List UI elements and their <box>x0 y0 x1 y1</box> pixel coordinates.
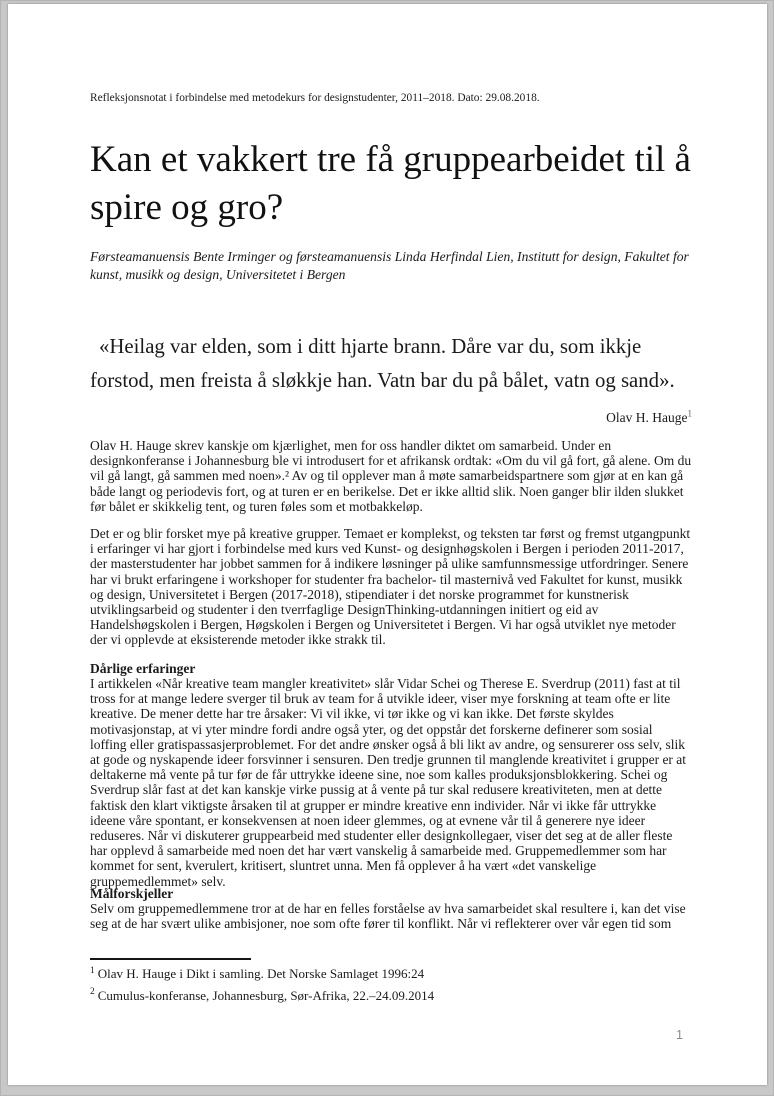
quote-attribution-name: Olav H. Hauge <box>606 410 688 425</box>
section-heading-malforskjeller: Målforskjeller <box>90 886 174 901</box>
section-paragraph-malforskjeller: Selv om gruppemedlemmene tror at de har en felles forståelse av hva samarbeidet skal resultere i, kan det vise seg at de har svært ulike ambisjoner, noe som ofte fører til konflikt. Når vi reflekterer over vår egen tid som <box>90 901 686 932</box>
footnote-1-text: Olav H. Hauge i Dikt i samling. Det Norske Samlaget 1996:24 <box>97 966 425 981</box>
page-number: 1 <box>676 1028 683 1042</box>
footnote-1 <box>90 963 692 985</box>
quote-attribution <box>90 409 692 426</box>
footnote-reference-1: 1 <box>687 408 692 419</box>
footnote-1-marker: 1 <box>90 965 95 976</box>
section-heading-darlige-erfaringer: Dårlige erfaringer <box>90 661 196 676</box>
author-byline: Førsteamanuensis Bente Irminger og førsteamanuensis Linda Herfindal Lien, Institutt for design, Fakultet for kunst, musikk og design, Universitetet i Bergen <box>90 249 689 282</box>
footnote-2 <box>90 985 692 1007</box>
epigraph-quote: «Heilag var elden, som i ditt hjarte brann. Dåre var du, som ikkje forstod, men freista å sløkkje han. Vatn bar du på bålet, vatn og sand». <box>90 335 675 392</box>
document-page <box>8 4 767 1085</box>
footnotes-area <box>90 958 692 1006</box>
body-paragraph-2: Det er og blir forsket mye på kreative grupper. Temaet er komplekst, og teksten tar først og fremst utgangpunkt i erfaringer vi har gjort i forbindelse med kurs ved Kunst- og designhøgskolen i Bergen i perioden 2011-2017, der masterstudenter har jobbet sammen for å indikere løsninger på ulike samfunnsmessige utfordringer. Senere har vi brukt erfaringene i workshoper for studenter fra bachelor- til masternivå ved Fakultet for kunst, musikk og design, Universitetet i Bergen (2017-2018), stipendiater i det norske programmet for kunstnerisk utviklingsarbeid og studenter i den tverrfaglige DesignThinking-utdanningen initiert og eid av Handelshøgskolen i Bergen, Høgskolen i Bergen og Universitetet i Bergen. Vi har også utviklet nye metoder der vi opplevde at eksisterende metoder ikke strakk til. <box>90 526 691 648</box>
footnote-2-text: Cumulus-konferanse, Johannesburg, Sør-Afrika, 22.–24.09.2014 <box>97 987 435 1003</box>
footnote-separator-rule <box>90 958 251 960</box>
running-header: Refleksjonsnotat i forbindelse med metodekurs for designstudenter, 2011–2018. Dato: 29.08.2018. <box>90 92 540 104</box>
document-title: Kan et vakkert tre få gruppearbeidet til å spire og gro? <box>90 139 691 228</box>
footnote-2-marker: 2 <box>90 987 95 998</box>
section-paragraph-darlige-erfaringer: I artikkelen «Når kreative team mangler kreativitet» slår Vidar Schei og Therese E. Sverdrup (2011) fast at til tross for at mange ledere sverger til bruk av team for å utvikle ideer, viser mye forskning at team ofte er lite kreative. De mener dette har tre årsaker: Vi vil ikke, vi tør ikke og vi kan ikke. Det første skyldes motivasjonstap, at vi yter mindre fordi andre også yter, og det oppstår det forskerne definerer som sosial loffing eller gratispassasjerproblemet. For det andre ønsker også å bli likt av andre, og sensurerer oss selv, slik at gode og nyskapende ideer forsvinner i sensuren. Den tredje grunnen til manglende kreativitet i grupper er at deltakerne må vente på tur før de får uttrykke ideene sine, noe som kalles produksjonsblokkering. Schei og Sverdrup slår fast at det kan kanskje virke pussig at å vente på tur skal redusere kreativiteten, men at dette faktisk den klart viktigste årsaken til at grupper er mindre kreative enn individer. Når vi ikke får uttrykke ideene våre spontant, er konsekvensen at noen ideer glemmes, og at evnene vår til å generere nye ideer reduseres. Når vi diskuterer gruppearbeid med studenter eller designkollegaer, viser det seg at de aller fleste har opplevd å samarbeide med noen det har vært vanskelig å samarbeide med. Gruppemedlemmer som har kommet for sent, kverulert, kritisert, sluntret unna. Men få opplever å ha vært «det vanskelige gruppemedlemmet» selv. <box>90 676 687 889</box>
body-paragraph-1: Olav H. Hauge skrev kanskje om kjærlighet, men for oss handler diktet om samarbeid. Under en designkonferanse i Johannesburg ble vi introdusert for et afrikansk ordtak: «Om du vil gå fort, gå alene. Om du vil gå langt, gå sammen med noen».² Av og til opplever man å møte samarbeidspartnere som gjør at en kan gå både langt og periodevis fort, og at turen er en berikelse. Det er ikke alltid slik. Noen ganger blir ilden slukket før bålet er skikkelig tent, og turen føles som et motbakkeløp. <box>90 438 692 514</box>
